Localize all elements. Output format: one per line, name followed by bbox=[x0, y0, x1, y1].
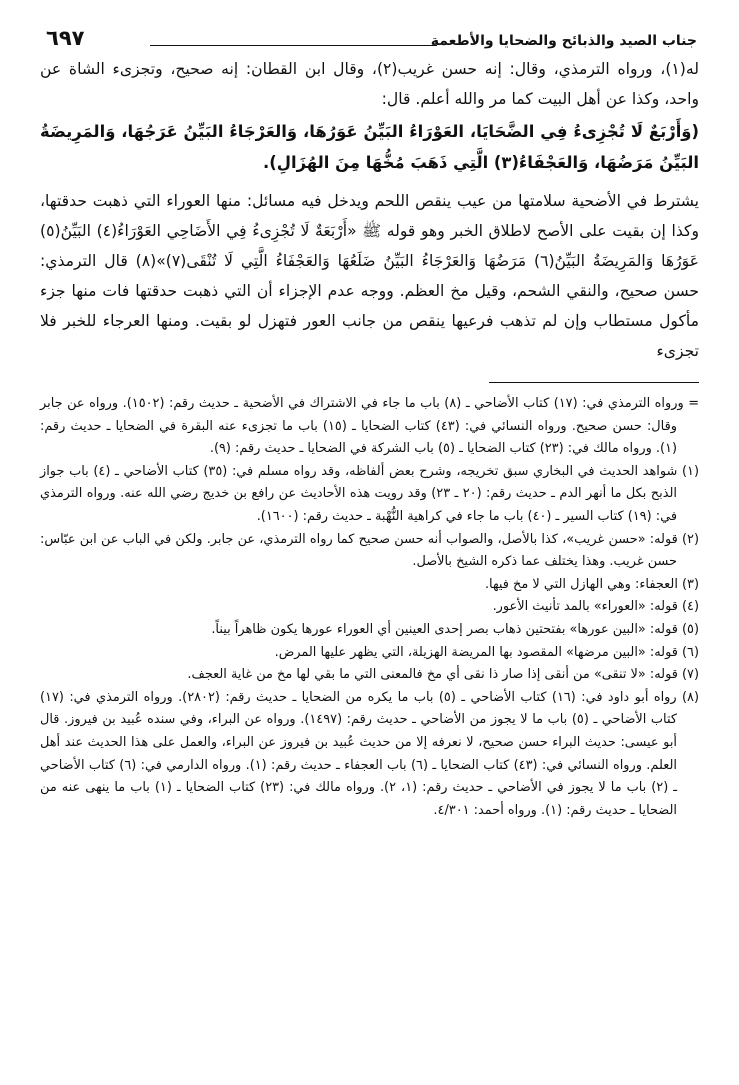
footnote-1: (١) شواهد الحديث في البخاري سبق تخريجه، وشرح بعض ألفاظه، وقد رواه مسلم في: (٣٥) كتاب الأضاحي ـ (٤) باب جواز الذبح بكل ما أنهر الدم ـ حديث رقم: (٢٠ ـ ٢٣) وقد رويت هذه الأحاديث عن رافع بن خديج رضي الله عنه. ورواه الترمذي في: (١٩) كتاب السير ـ (٤٠) باب ما جاء في كراهية النُّهْبة ـ حديث رقم: (١٦٠٠). bbox=[40, 463, 699, 524]
page-header bbox=[40, 18, 699, 54]
main-text bbox=[40, 54, 699, 366]
main-paragraph-1: له(١)، ورواه الترمذي، وقال: إنه حسن غريب(٢)، وقال ابن القطان: إنه صحيح، وتجزىء الشاة عن واحد، وكذا عن أهل البيت كما مر والله أعلم. قال: bbox=[40, 60, 699, 108]
footnote-continued: = ورواه الترمذي في: (١٧) كتاب الأضاحي ـ (٨) باب ما جاء في الاشتراك في الأضحية ـ حديث رقم: (١٥٠٢). ورواه عن جابر وقال: حسن صحيح. ورواه النسائي في: (٤٣) كتاب الضحايا ـ (١٥) باب ما تجزىء عنه البقرة في الضحايا ـ حديث رقم: (١). ورواه مالك في: (٢٣) كتاب الضحايا ـ (٥) باب الشركة في الضحايا ـ حديث رقم: (٩). bbox=[40, 396, 699, 457]
footnote-7: (٧) قوله: «لا تنقى» من أنقى إذا صار ذا نقى أي مخ فالمعنى التي ما بقي لها مخ من غاية العجف. bbox=[187, 667, 699, 683]
header-rule bbox=[150, 45, 437, 46]
running-title: جناب الصيد والذبائح والضحايا والأطعمة bbox=[430, 33, 697, 49]
footnote-5: (٥) قوله: «البين عورها» بفتحتين ذهاب بصر إحدى العينين أي العوراء عورها يكون ظاهراً بيناً. bbox=[211, 621, 699, 637]
page-number: ٦٩٧ bbox=[46, 26, 85, 50]
footnotes bbox=[40, 393, 699, 822]
footnote-2: (٢) قوله: «حسن غريب»، كذا بالأصل، والصواب أنه حسن صحيح كما رواه الترمذي، عن جابر. ولكن في الباب عن ابن عبّاس: حسن غريب. وهذا يختلف عما ذكره الشيخ بالأصل. bbox=[40, 531, 699, 570]
hadith-text: (وَأَرْبَعٌ لَا تُجْزِىءُ فِي الضَّحَايَا، العَوْرَاءُ البَيِّنُ عَوَرُهَا، وَالعَرْجَاءُ البَيِّنُ عَرَجُهَا، وَالمَرِيضَةُ البَيِّنُ مَرَضُهَا، وَالعَجْفَاءُ(٣) الَّتِي ذَهَبَ مُخُّهَا مِنَ الهُزَالِ). bbox=[40, 122, 699, 172]
footnote-3: (٣) العجفاء: وهي الهازل التي لا مخ فيها. bbox=[484, 576, 699, 592]
footnote-4: (٤) قوله: «العوراء» بالمد تأنيث الأعور. bbox=[492, 599, 699, 615]
footnote-6: (٦) قوله: «البين مرضها» المقصود بها المريضة الهزيلة، التي يظهر عليها المرض. bbox=[274, 644, 699, 660]
footnote-divider bbox=[489, 382, 699, 383]
footnote-8: (٨) رواه أبو داود في: (١٦) كتاب الأضاحي ـ (٥) باب ما يكره من الضحايا ـ حديث رقم: (٢٨٠٢). ورواه الترمذي في: (١٧) كتاب الأضاحي ـ (٥) باب ما لا يجوز من الأضاحي ـ حديث رقم: (١٤٩٧). ورواه عن البراء، وفي سنده عُبيد بن فيروز. قال أبو عيسى: حديث البراء حسن صحيح، لا نعرفه إلا من حديث عُبيد بن فيروز عن البراء، والعمل على هذا الحديث عند أهل العلم. ورواه النسائي في: (٤٣) كتاب الضحايا ـ (٦) باب العجفاء ـ حديث رقم: (١). ورواه الدارمي في: (٦) كتاب الأضاحي ـ (٢) باب ما لا يجوز في الأضاحي ـ حديث رقم: (١، ٢). ورواه مالك في: (٢٣) كتاب الضحايا ـ (١) باب ما ينهى عنه من الضحايا ـ حديث رقم: (١). ورواه أحمد: ٤/٣٠١. bbox=[40, 689, 700, 818]
main-paragraph-2: يشترط في الأضحية سلامتها من عيب ينقص اللحم ويدخل فيه مسائل: منها العوراء التي ذهبت حدقتها، وكذا إن بقيت على الأصح لاطلاق الخبر وهو قوله ﷺ «أَرْبَعَةٌ لَا تُجْزِىءُ فِي الأَضَاحِي العَوْرَاءُ(٤) البَيِّنُ(٥) عَوَرُهَا وَالمَرِيضَةُ البَيِّنُ(٦) مَرَضُهَا وَالعَرْجَاءُ البَيِّنُ ضَلَعُهَا وَالعَجْفَاءُ الَّتِي لَا تُنْقَى(٧)»(٨) قال الترمذي: حسن صحيح، والنقي الشحم، وقيل مخ العظم. ووجه عدم الإجزاء أن التي ذهبت حدقتها فات منها جزء مأكول مستطاب وإن لم تذهب فرعيها ينقص من جانب العور فتهزل لو بقيت. ومنها العرجاء للخبر فلا تجزىء bbox=[40, 192, 699, 360]
